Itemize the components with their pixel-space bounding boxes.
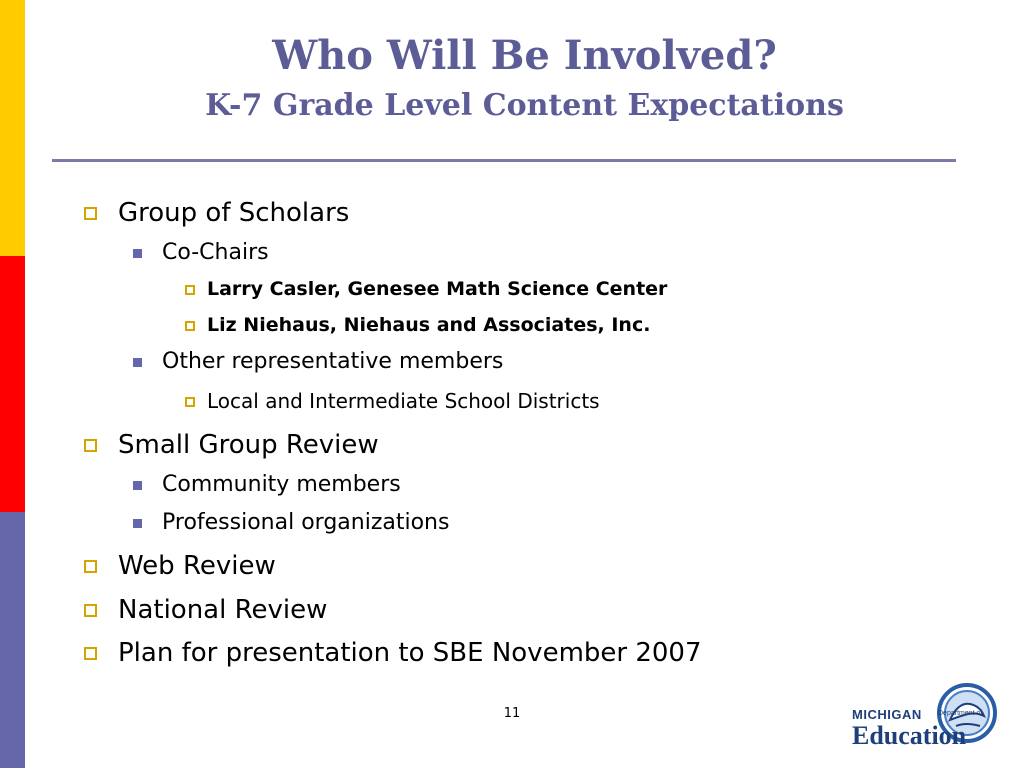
bullet-item-level2: Other representative members bbox=[162, 349, 504, 374]
bullet-item-level2: Community members bbox=[162, 472, 401, 497]
michigan-education-logo bbox=[848, 682, 998, 752]
bullet-item-level3: Local and Intermediate School Districts bbox=[207, 389, 600, 413]
filled-square-bullet-icon bbox=[133, 519, 142, 528]
page-number: 11 bbox=[503, 706, 521, 721]
bullet-item-level3: Liz Niehaus, Niehaus and Associates, Inc. bbox=[207, 314, 651, 336]
bullet-item-level1: Small Group Review bbox=[118, 430, 379, 460]
bullet-item-level1: National Review bbox=[118, 595, 328, 625]
hollow-square-bullet-icon bbox=[185, 321, 195, 331]
bullet-item-level3: Larry Casler, Genesee Math Science Center bbox=[207, 278, 668, 300]
hollow-square-bullet-icon bbox=[84, 439, 97, 452]
filled-square-bullet-icon bbox=[133, 358, 142, 367]
hollow-square-bullet-icon bbox=[84, 207, 97, 220]
logo-education-text: Education bbox=[852, 721, 967, 750]
hollow-square-bullet-icon bbox=[185, 397, 195, 407]
hollow-square-bullet-icon bbox=[84, 560, 97, 573]
hollow-square-bullet-icon bbox=[185, 285, 195, 295]
filled-square-bullet-icon bbox=[133, 249, 142, 258]
bullet-item-level2: Co-Chairs bbox=[162, 240, 269, 265]
filled-square-bullet-icon bbox=[133, 481, 142, 490]
slide-title-line2: K-7 Grade Level Content Expectations bbox=[205, 88, 844, 123]
bullet-item-level1: Group of Scholars bbox=[118, 198, 350, 228]
logo-michigan-text: MICHIGAN bbox=[852, 707, 922, 722]
slide-title-line1: Who Will Be Involved? bbox=[272, 32, 777, 79]
bullet-item-level1: Web Review bbox=[118, 551, 276, 581]
hollow-square-bullet-icon bbox=[84, 604, 97, 617]
bullet-item-level2: Professional organizations bbox=[162, 510, 450, 535]
hollow-square-bullet-icon bbox=[84, 647, 97, 660]
logo-department-text: Department of bbox=[938, 710, 983, 717]
bullet-item-level1: Plan for presentation to SBE November 2007 bbox=[118, 638, 702, 668]
